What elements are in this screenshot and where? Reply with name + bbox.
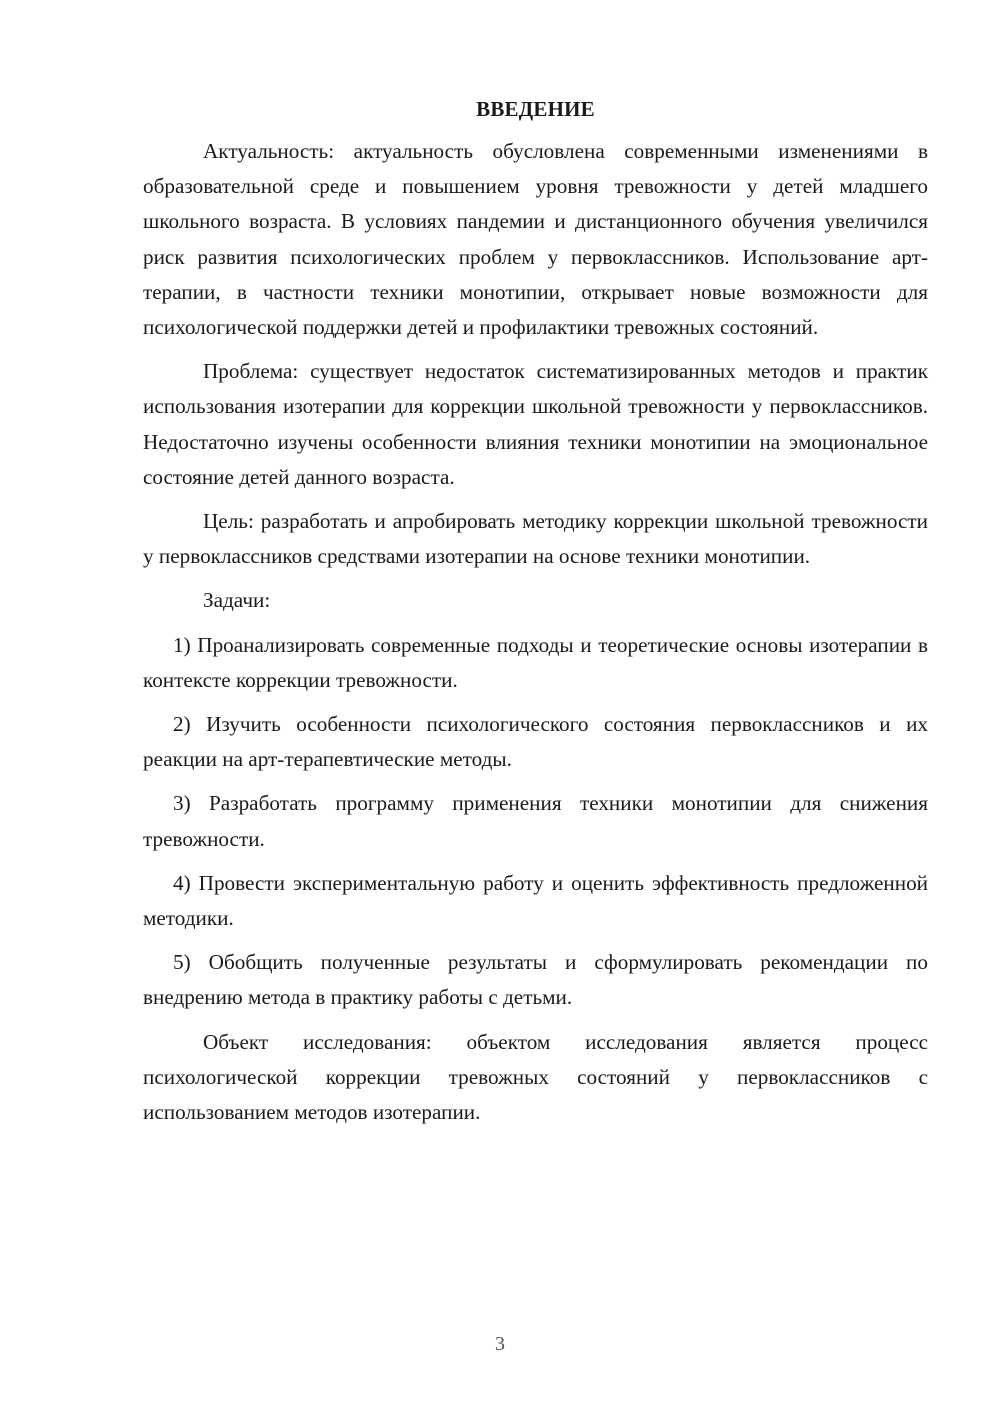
tasks-list	[143, 628, 928, 1016]
task-item: 5) Обобщить полученные результаты и сформулировать рекомендации по внедрению метода в практику работы с детьми.	[143, 950, 928, 1010]
relevance-paragraph: Актуальность: актуальность обусловлена современными изменениями в образовательной среде и повышением уровня тревожности у детей младшего школьного возраста. В условиях пандемии и дистанционного обучения увеличился риск развития психологических проблем у первоклассников. Использование арт-терапии, в частности техники монотипии, открывает новые возможности для психологической поддержки детей и профилактики тревожных состояний.	[143, 139, 928, 340]
tasks-heading: Задачи:	[203, 588, 271, 613]
task-item: 1) Проанализировать современные подходы и теоретические основы изотерапии в контексте коррекции тревожности.	[143, 632, 928, 692]
object-paragraph: Объект исследования: объектом исследования является процесс психологической коррекции тревожных состояний у первоклассников с использованием методов изотерапии.	[143, 1029, 928, 1125]
page-number: 3	[495, 1333, 505, 1355]
document-page	[143, 92, 928, 1130]
task-item: 2) Изучить особенности психологического состояния первоклассников и их реакции на арт-терапевтические методы.	[143, 712, 928, 772]
task-item: 3) Разработать программу применения техники монотипии для снижения тревожности.	[143, 791, 928, 851]
section-title: ВВЕДЕНИЕ	[476, 97, 595, 121]
problem-paragraph: Проблема: существует недостаток систематизированных методов и практик использования изотерапии для коррекции школьной тревожности у первоклассников. Недостаточно изучены особенности влияния техники монотипии на эмоциональное состояние детей данного возраста.	[143, 359, 928, 489]
goal-paragraph: Цель: разработать и апробировать методику коррекции школьной тревожности у первоклассников средствами изотерапии на основе техники монотипии.	[143, 509, 928, 569]
task-item: 4) Провести экспериментальную работу и оценить эффективность предложенной методики.	[143, 870, 928, 931]
